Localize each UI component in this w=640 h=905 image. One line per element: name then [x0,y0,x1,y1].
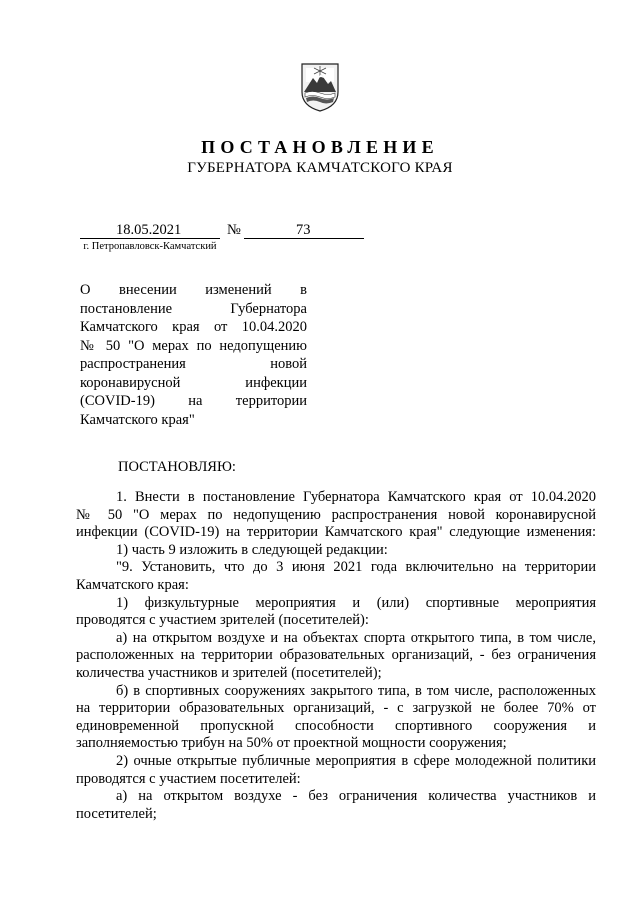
body-line: 1) физкультурные мероприятия и (или) спортивные мероприятия [116,594,596,611]
subject-line: Камчатского края от 10.04.2020 [80,319,307,335]
subject-line: распространения новой [80,356,307,372]
subject-line: коронавирусной инфекции [80,374,307,391]
document-number: 73 [296,222,311,238]
document-body [76,489,596,823]
body-line: 1) часть 9 изложить в следующей редакции: [116,541,388,558]
subject-line: О внесении изменений в [80,282,307,298]
number-sign: № [227,222,241,238]
body-line: проводятся с участием посетителей: [76,770,301,787]
document-subject [80,281,307,429]
body-line: 2) очные открытые публичные мероприятия в сфере молодежной политики [116,752,596,769]
subject-line: (COVID-19) на территории [80,393,307,409]
document-issuer: ГУБЕРНАТОРА КАМЧАТСКОГО КРАЯ [187,160,453,176]
subject-line: № 50 "О мерах по недопущению [80,337,307,354]
body-line: проводятся с участием зрителей (посетителей): [76,612,369,629]
body-line: единовременной пропускной способности спортивного сооружения и [76,717,596,734]
body-line: инфекции (COVID-19) на территории Камчатского края" следующие изменения: [76,524,596,541]
body-line: на территории образовательных организаций, - с загрузкой не более 70% от [76,700,596,717]
body-line: "9. Установить, что до 3 июня 2021 года включительно на территории [116,559,596,576]
subject-line: постановление Губернатора [80,300,307,317]
kamchatka-coat-of-arms-icon [300,62,340,112]
body-line: а) на открытом воздухе и на объектах спорта открытого типа, в том числе, [116,629,596,646]
registration-row [80,221,364,239]
body-line: посетителей; [76,805,157,822]
document-city: г. Петропавловск-Камчатский [83,241,217,252]
body-line: б) в спортивных сооружениях закрытого типа, в том числе, расположенных [116,682,596,699]
body-line: а) на открытом воздухе - без ограничения количества участников и [116,788,596,805]
body-line: количества участников и зрителей (посетителей); [76,664,382,681]
body-line: Камчатского края: [76,576,189,593]
body-line: № 50 "О мерах по недопущению распространения новой коронавирусной [76,506,596,523]
body-line: заполняемостью трибун на 50% от проектной мощности сооружения; [76,735,507,752]
body-line: расположенных на территории образовательных организаций, - без ограничения [76,647,596,664]
ordain-heading: ПОСТАНОВЛЯЮ: [118,459,236,475]
body-line: 1. Внести в постановление Губернатора Камчатского края от 10.04.2020 [116,489,596,505]
subject-line: Камчатского края" [80,411,195,428]
document-date: 18.05.2021 [116,222,182,238]
document-title: ПОСТАНОВЛЕНИЕ [201,137,439,157]
